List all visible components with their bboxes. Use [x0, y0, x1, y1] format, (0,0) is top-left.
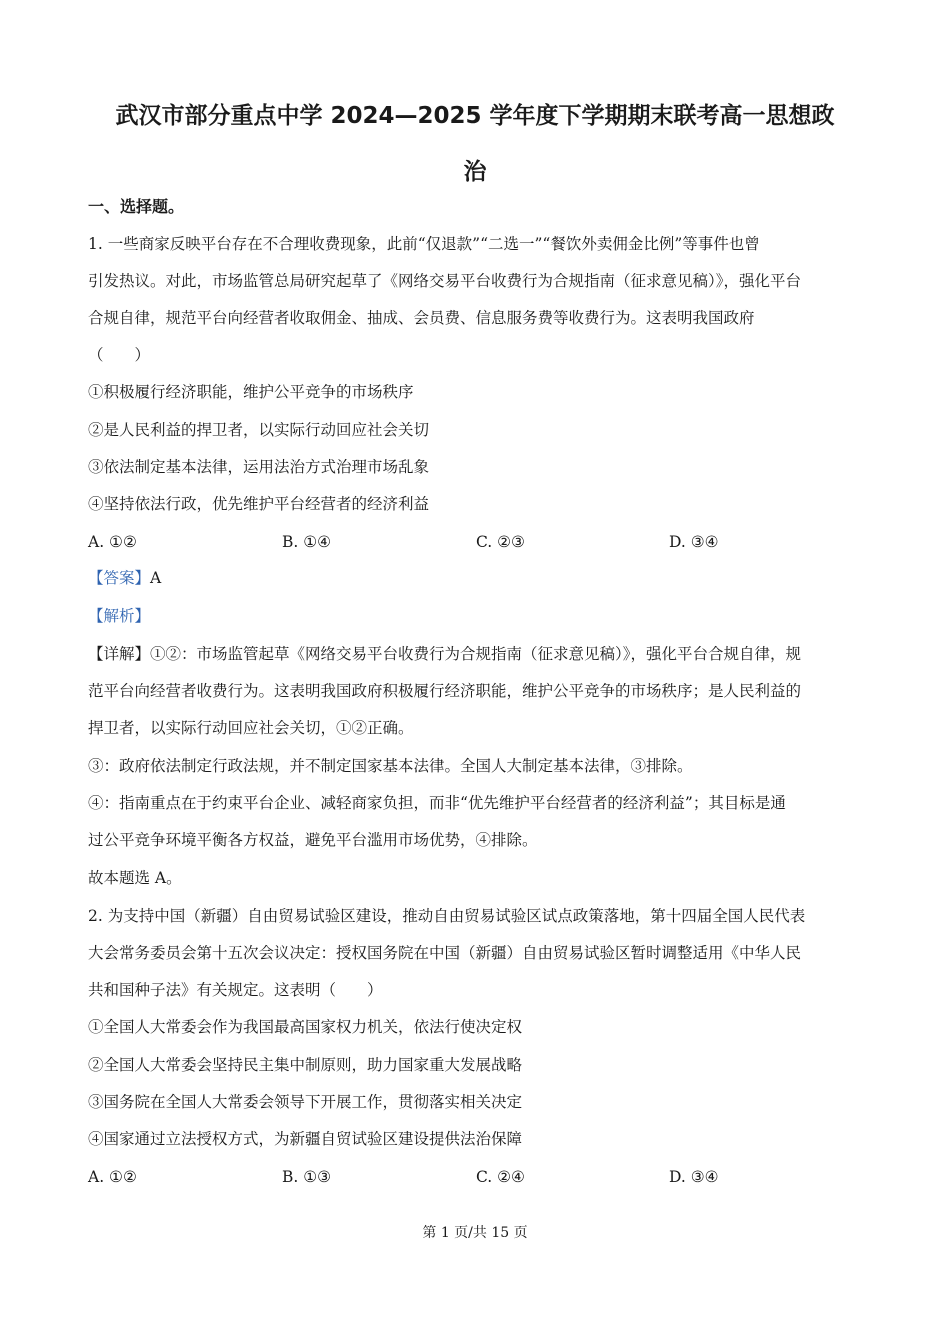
q1-option-a: A. ①② — [88, 533, 137, 551]
answer-tag: 【答案】 — [88, 569, 151, 587]
q1-detail-line: 范平台向经营者收费行为。这表明我国政府积极履行经济职能，维护公平竞争的市场秩序；是人民利益的 — [88, 682, 802, 700]
q1-item: ④坚持依法行政，优先维护平台经营者的经济利益 — [88, 495, 430, 513]
detail-text: ①②：市场监管起草《网络交易平台收费行为合规指南（征求意见稿）》，强化平台合规自律，规 — [150, 645, 802, 663]
title-line-1: 武汉市部分重点中学 2024—2025 学年度下学期期末联考高一思想政 — [115, 103, 835, 129]
q2-option-d: D. ③④ — [669, 1168, 719, 1186]
q2-stem-line: 大会常务委员会第十五次会议决定：授权国务院在中国（新疆）自由贸易试验区暂时调整适用《中华人民 — [88, 944, 802, 962]
q1-stem-line: 引发热议。对此，市场监管总局研究起草了《网络交易平台收费行为合规指南（征求意见稿）》，强化平台 — [88, 272, 802, 290]
answer-value: A — [150, 569, 162, 587]
q1-item: ①积极履行经济职能，维护公平竞争的市场秩序 — [88, 383, 414, 401]
q2-option-b: B. ①③ — [282, 1168, 332, 1186]
q1-option-c: C. ②③ — [476, 533, 525, 551]
q1-detail-line: ④：指南重点在于约束平台企业、减轻商家负担，而非“优先维护平台经营者的经济利益”；其目标是通 — [88, 794, 786, 812]
q1-stem-line: 合规自律，规范平台向经营者收取佣金、抽成、会员费、信息服务费等收费行为。这表明我国政府 — [88, 309, 755, 327]
q1-detail-line: ③：政府依法制定行政法规，并不制定国家基本法律。全国人大制定基本法律，③排除。 — [88, 757, 693, 775]
q1-detail-line — [88, 643, 801, 665]
q1-detail-line: 过公平竞争环境平衡各方权益，避免平台滥用市场优势，④排除。 — [88, 831, 538, 849]
section-heading: 一、选择题。 — [88, 197, 185, 216]
q1-detail-line: 捍卫者，以实际行动回应社会关切，①②正确。 — [88, 719, 414, 737]
q1-answer — [88, 567, 161, 589]
q2-item: ④国家通过立法授权方式，为新疆自贸试验区建设提供法治保障 — [88, 1130, 523, 1148]
q2-item: ③国务院在全国人大常委会领导下开展工作，贯彻落实相关决定 — [88, 1093, 523, 1111]
q1-option-d: D. ③④ — [669, 533, 719, 551]
title-line-2: 治 — [463, 159, 487, 185]
q2-item: ①全国人大常委会作为我国最高国家权力机关，依法行使决定权 — [88, 1018, 523, 1036]
q1-option-b: B. ①④ — [282, 533, 332, 551]
q2-stem-line: 2. 为支持中国（新疆）自由贸易试验区建设，推动自由贸易试验区试点政策落地，第十四届全国人民代表 — [88, 907, 806, 925]
q2-stem-line: 共和国种子法》有关规定。这表明（ ） — [88, 981, 383, 999]
q1-item: ②是人民利益的捍卫者，以实际行动回应社会关切 — [88, 421, 430, 439]
q2-item: ②全国人大常委会坚持民主集中制原则，助力国家重大发展战略 — [88, 1056, 523, 1074]
q1-item: ③依法制定基本法律，运用法治方式治理市场乱象 — [88, 458, 430, 476]
page-footer: 第 1 页/共 15 页 — [422, 1225, 528, 1241]
q1-stem-line: 1. 一些商家反映平台存在不合理收费现象，此前“仅退款”“二选一”“餐饮外卖佣金比例”等事件也曾 — [88, 235, 760, 253]
document-title — [60, 88, 890, 200]
q2-option-a: A. ①② — [88, 1168, 137, 1186]
detail-tag: 【详解】 — [88, 645, 151, 663]
q2-option-c: C. ②④ — [476, 1168, 525, 1186]
analysis-tag: 【解析】 — [88, 607, 151, 625]
q1-stem-line: （ ） — [88, 346, 151, 364]
q1-conclusion: 故本题选 A。 — [88, 869, 182, 887]
